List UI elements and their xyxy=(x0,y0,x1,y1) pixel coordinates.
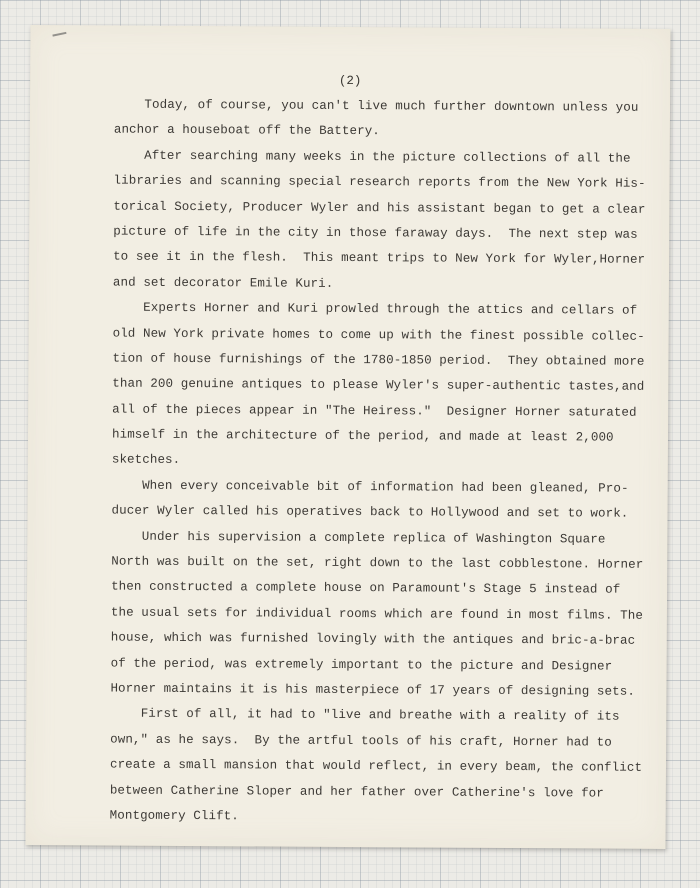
text-line: Today, of course, you can't live much further downtown unless you xyxy=(113,97,639,115)
pencil-mark xyxy=(52,32,66,37)
text-line: than 200 genuine antiques to please Wyler's super-authentic tastes,and xyxy=(112,376,645,395)
text-line: to see it in the flesh. This meant trips to New York for Wyler,Horner xyxy=(113,249,646,268)
text-line: When every conceivable bit of information had been gleaned, Pro- xyxy=(111,478,629,496)
text-line: anchor a houseboat off the Battery. xyxy=(113,122,380,139)
text-line: libraries and scanning special research reports from the New York His- xyxy=(113,173,646,191)
text-line: and set decorator Emile Kuri. xyxy=(112,275,334,291)
text-line: himself in the architecture of the period, and made at least 2,000 xyxy=(111,427,614,445)
text-line: North was built on the set, right down to the last cobblestone. Horner xyxy=(111,554,644,572)
text-line: of the period, was extremely important to the picture and Designer xyxy=(110,656,613,674)
text-line: First of all, it had to "live and breathe with a reality of its xyxy=(110,706,620,725)
text-line: After searching many weeks in the picture collections of all the xyxy=(113,148,631,166)
text-line: between Catherine Sloper and her father over Catherine's love for xyxy=(109,783,604,801)
text-line: old New York private homes to come up with the finest possible collec- xyxy=(112,326,645,344)
text-line: all of the pieces appear in "The Heiress." Designer Horner saturated xyxy=(112,402,637,420)
text-line: Montgomery Clift. xyxy=(109,808,239,824)
text-line: Horner maintains it is his masterpiece of 17 years of designing sets. xyxy=(110,681,635,699)
text-line: Experts Horner and Kuri prowled through the attics and cellars of xyxy=(112,300,638,318)
page-number: (2) xyxy=(338,73,362,89)
text-line: house, which was furnished lovingly with the antiques and bric-a-brac xyxy=(110,630,636,648)
text-line: sketches. xyxy=(111,453,181,468)
body-text xyxy=(110,93,654,833)
text-line: Under his supervision a complete replica of Washington Square xyxy=(111,529,606,547)
text-line: picture of life in the city in those faraway days. The next step was xyxy=(113,224,638,242)
text-line: create a small mansion that would reflect, in every beam, the conflict xyxy=(109,757,643,775)
text-line: the usual sets for individual rooms which are found in most films. The xyxy=(110,605,644,623)
text-line: own," as he says. By the artful tools of his craft, Horner had to xyxy=(110,732,612,750)
text-line: tion of house furnishings of the 1780-1850 period. They obtained more xyxy=(112,351,645,369)
text-line: torical Society, Producer Wyler and his assistant began to get a clear xyxy=(113,199,646,217)
text-line: then constructed a complete house on Paramount's Stage 5 instead of xyxy=(111,579,621,598)
typewritten-page xyxy=(26,25,671,849)
text-line: ducer Wyler called his operatives back to Hollywood and set to work. xyxy=(111,503,629,521)
